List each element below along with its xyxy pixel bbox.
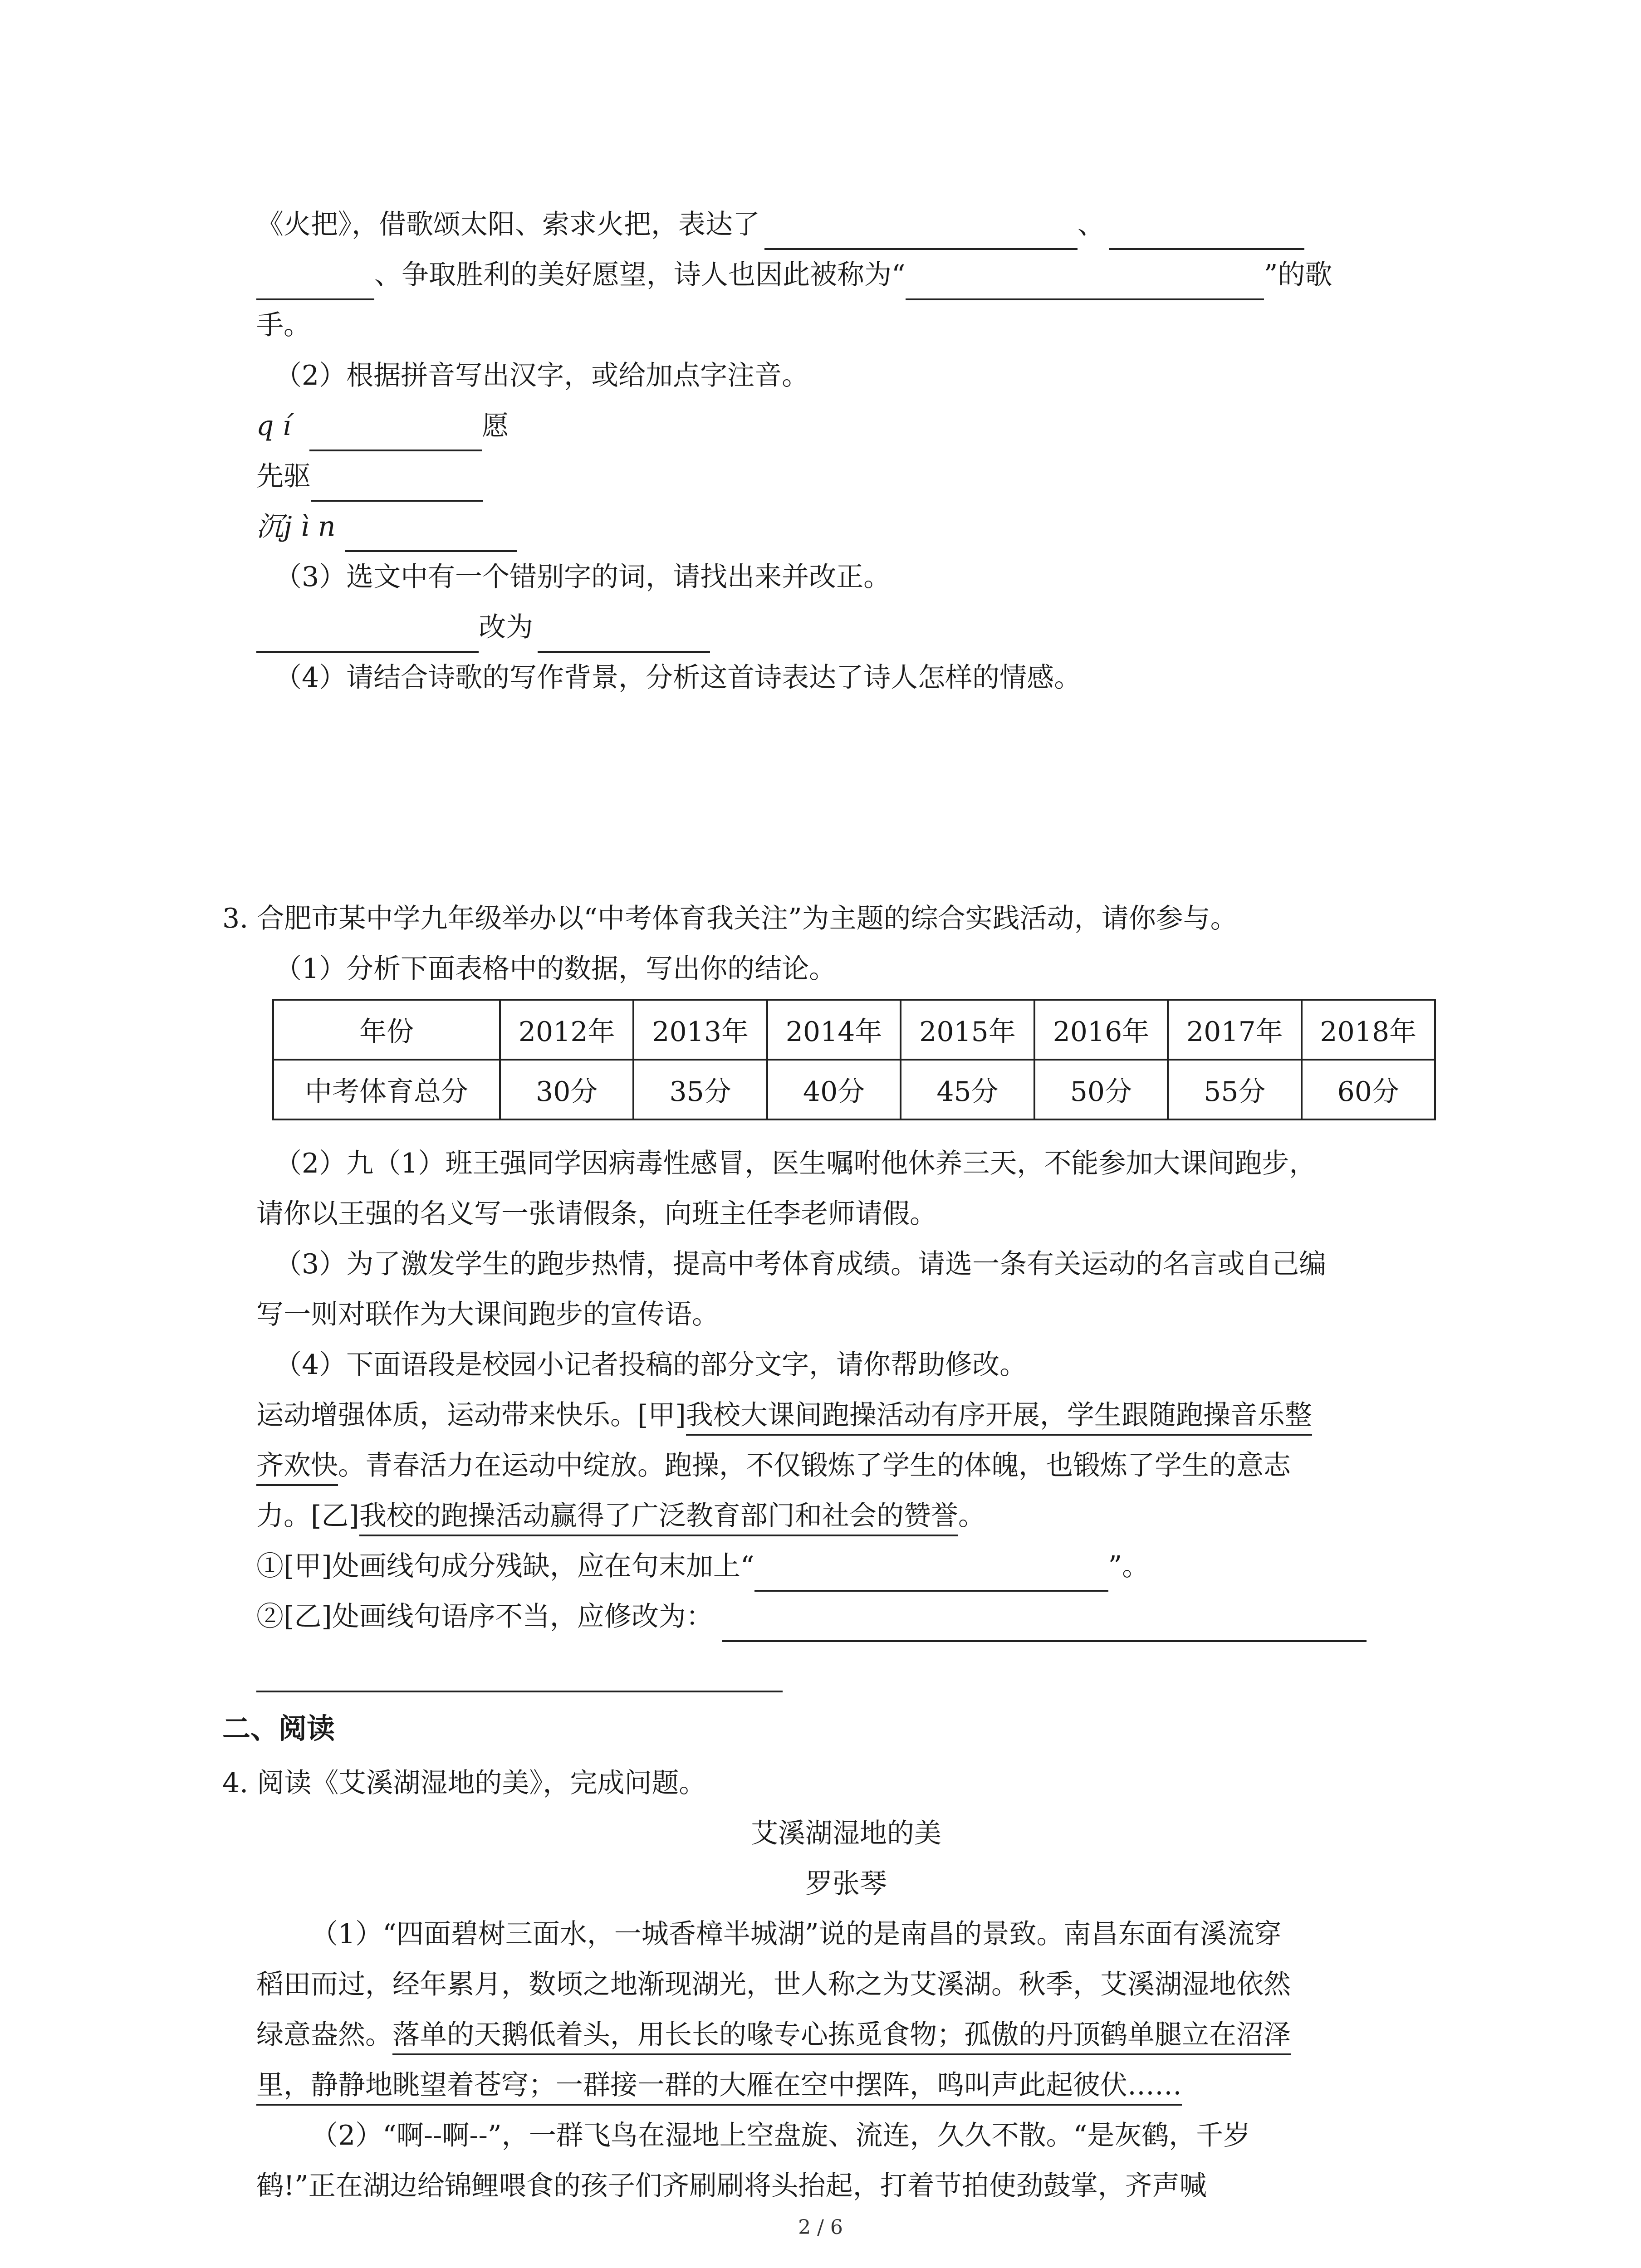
table-cell: 30分 (500, 1060, 633, 1119)
table-cell: 55分 (1168, 1060, 1301, 1119)
q3-sub-4: （4）下面语段是校园小记者投稿的部分文字，请你帮助修改。 (274, 1349, 1027, 1381)
q4-stem: 4. 阅读《艾溪湖湿地的美》，完成问题。 (222, 1767, 706, 1799)
answer-blank[interactable] (256, 263, 374, 300)
table-cell: 40分 (767, 1060, 901, 1119)
table-cell: 2018年 (1302, 1000, 1435, 1060)
q3-sub-2-cont: 请你以王强的名义写一张请假条，向班主任李老师请假。 (256, 1198, 937, 1230)
table-cell: 2017年 (1168, 1000, 1301, 1060)
q2-sub-2: （2）根据拼音写出汉字，或给加点字注音。 (274, 360, 809, 391)
table-cell: 45分 (901, 1060, 1034, 1119)
answer-blank[interactable] (754, 1554, 1108, 1592)
passage-line-1: 运动增强体质，运动带来快乐。[甲]我校大课间跑操活动有序开展，学生跟随跑操音乐整 (256, 1390, 1436, 1441)
q3-sub-3: （3）为了激发学生的跑步热情，提高中考体育成绩。请选一条有关运动的名言或自己编 (274, 1248, 1327, 1280)
underlined-sentence: 落单的天鹅低着头，用长长的喙专心拣觅食物；孤傲的丹顶鹤单腿立在沼泽 (392, 2019, 1291, 2055)
table-cell: 中考体育总分 (273, 1060, 500, 1119)
table-row (273, 1000, 1435, 1060)
q2-line-3: 手。 (256, 309, 311, 341)
table-cell: 年份 (273, 1000, 500, 1060)
q3-stem: 3. 合肥市某中学九年级举办以“中考体育我关注”为主题的综合实践活动，请你参与。 (222, 903, 1238, 934)
q2-sub-3: （3）选文中有一个错别字的词，请找出来并改正。 (274, 561, 891, 593)
table-cell: 35分 (633, 1060, 767, 1119)
pinyin-item-2: 先驱 (256, 451, 1436, 502)
table-cell: 50分 (1034, 1060, 1168, 1119)
article-p1-line1: （1）“四面碧树三面水，一城香樟半城湖”说的是南昌的景致。南昌东面有溪流穿 (311, 1918, 1282, 1950)
table-cell: 2015年 (901, 1000, 1034, 1060)
q3-sub-2: （2）九（1）班王强同学因病毒性感冒，医生嘱咐他休养三天，不能参加大课间跑步， (274, 1148, 1317, 1179)
underlined-sentence-yi: 我校的跑操活动赢得了广泛教育部门和社会的赞誉 (359, 1500, 958, 1536)
article-p2-line2: 鹤!”正在湖边给锦鲤喂食的孩子们齐刷刷将头抬起，打着节拍使劲鼓掌，齐声喊 (256, 2170, 1207, 2202)
pinyin-item-1: q í 愿 (256, 401, 1436, 451)
answer-blank[interactable] (906, 263, 1264, 300)
pinyin-item-3: 沉j ì n (256, 502, 1436, 552)
underlined-sentence-jia: 我校大课间跑操活动有序开展，学生跟随跑操音乐整 (686, 1399, 1312, 1436)
answer-blank[interactable] (1109, 213, 1304, 250)
answer-blank[interactable] (538, 616, 710, 653)
passage-line-3: 力。[乙]我校的跑操活动赢得了广泛教育部门和社会的赞誉。 (256, 1491, 1436, 1541)
table-cell: 60分 (1302, 1060, 1435, 1119)
answer-blank[interactable] (345, 515, 517, 552)
correction-line: 改为 (256, 602, 1436, 653)
page-number: 2 / 6 (798, 2216, 843, 2239)
section-heading: 二、阅读 (222, 1712, 335, 1745)
article-p1-line3: 绿意盎然。落单的天鹅低着头，用长长的喙专心拣觅食物；孤傲的丹顶鹤单腿立在沼泽 (256, 2010, 1436, 2060)
q2-line-2: 、争取胜利的美好愿望，诗人也因此被称为“ ”的歌 (256, 250, 1436, 300)
answer-line-2-cont (256, 1642, 1436, 1692)
answer-blank[interactable] (256, 1655, 783, 1692)
passage-line-2: 齐欢快。青春活力在运动中绽放。跑操，不仅锻炼了学生的体魄，也锻炼了学生的意志 (256, 1441, 1436, 1491)
table-cell: 2012年 (500, 1000, 633, 1060)
answer-blank[interactable] (764, 213, 1078, 250)
article-p1-line4 (256, 2060, 1436, 2111)
article-title: 艾溪湖湿地的美 (751, 1818, 941, 1849)
table-row (273, 1060, 1435, 1119)
q2-sub-4: （4）请结合诗歌的写作背景，分析这首诗表达了诗人怎样的情感。 (274, 662, 1082, 694)
underlined-sentence-jia-cont: 齐欢快 (256, 1450, 338, 1486)
answer-blank[interactable] (311, 464, 483, 502)
article-p1-line2: 稻田而过，经年累月，数顷之地渐现湖光，世人称之为艾溪湖。秋季，艾溪湖湿地依然 (256, 1969, 1291, 2000)
answer-blank[interactable] (722, 1605, 1367, 1642)
score-table (272, 999, 1436, 1120)
answer-line-2: ②[乙]处画线句语序不当，应修改为： (256, 1592, 1436, 1642)
table-cell: 2014年 (767, 1000, 901, 1060)
page-content (222, 200, 1436, 2211)
underlined-sentence-cont: 里，静静地眺望着苍穹；一群接一群的大雁在空中摆阵，鸣叫声此起彼伏…… (256, 2069, 1182, 2106)
answer-blank[interactable] (256, 616, 479, 653)
answer-blank[interactable] (309, 414, 482, 451)
answer-line-1: ①[甲]处画线句成分残缺，应在句末加上“ ”。 (256, 1541, 1436, 1592)
q3-sub-3-cont: 写一则对联作为大课间跑步的宣传语。 (256, 1299, 719, 1330)
article-p2-line1: （2）“啊--啊--”，一群飞鸟在湿地上空盘旋、流连，久久不散。“是灰鹤，千岁 (311, 2120, 1251, 2151)
q3-sub-1: （1）分析下面表格中的数据，写出你的结论。 (274, 953, 837, 985)
q2-line-1: 《火把》，借歌颂太阳、索求火把，表达了 、 (256, 200, 1436, 250)
table-cell: 2016年 (1034, 1000, 1168, 1060)
article-author: 罗张琴 (805, 1868, 887, 1900)
table-cell: 2013年 (633, 1000, 767, 1060)
